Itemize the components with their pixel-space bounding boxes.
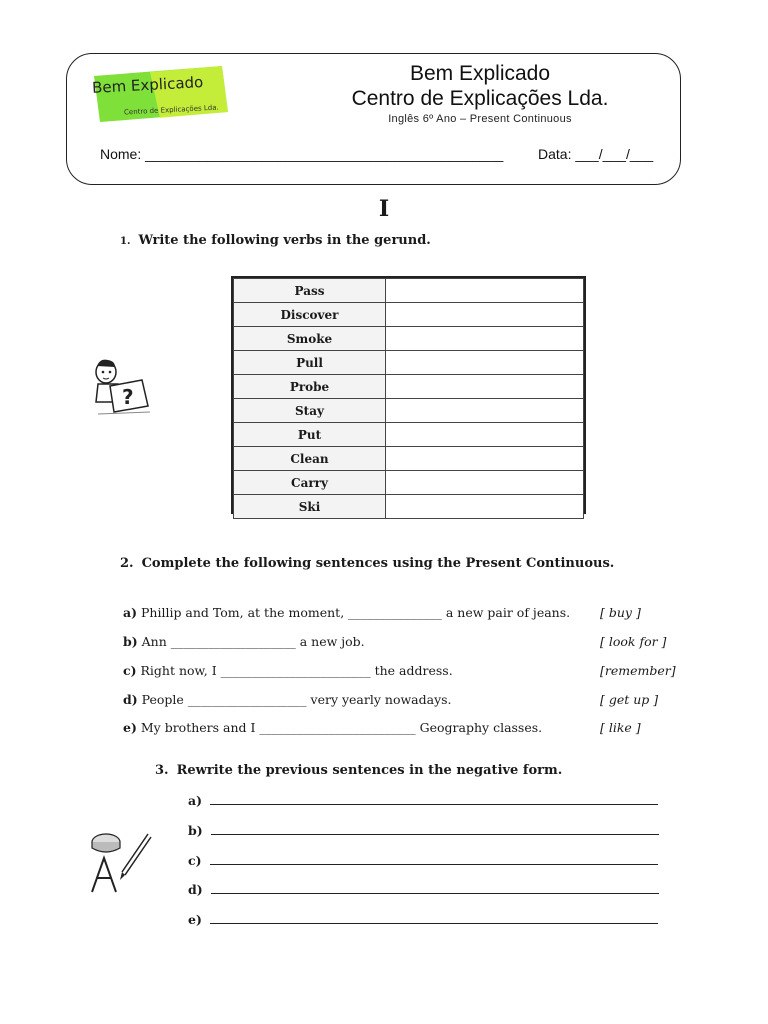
- negative-line-c[interactable]: [188, 852, 658, 868]
- table-row: [234, 447, 584, 471]
- q2-number: 2.: [120, 556, 134, 571]
- verb-cell: Pull: [234, 351, 386, 375]
- school-name: Bem Explicado: [409, 62, 551, 85]
- answer-cell[interactable]: [386, 471, 584, 495]
- answer-cell[interactable]: [386, 423, 584, 447]
- date-field[interactable]: Data: ___/___/___: [538, 146, 654, 162]
- verbs-table: [231, 276, 586, 514]
- sentence-letter: e): [123, 720, 137, 735]
- table-row: [234, 495, 584, 519]
- negative-line-d[interactable]: [188, 881, 659, 897]
- item-letter: a): [188, 793, 203, 808]
- section-title: I: [378, 196, 390, 222]
- sentence-c[interactable]: [123, 663, 583, 678]
- sentence-d[interactable]: [123, 692, 583, 707]
- sentence-text: People ___________________ very yearly nowadays.: [141, 692, 452, 707]
- table-row: [234, 303, 584, 327]
- logo-title: Bem Explicado: [91, 73, 204, 97]
- q2-title: Complete the following sentences using the Present Continuous.: [141, 556, 615, 571]
- answer-line[interactable]: [210, 792, 658, 805]
- answer-line[interactable]: [211, 881, 659, 894]
- table-row: [234, 351, 584, 375]
- answer-line[interactable]: [210, 852, 658, 865]
- hint-c: [remember]: [600, 663, 676, 678]
- negative-line-a[interactable]: [188, 792, 658, 808]
- q3-number: 3.: [155, 763, 169, 778]
- verb-cell: Pass: [234, 279, 386, 303]
- table-row: [234, 423, 584, 447]
- q1-number: 1.: [120, 236, 131, 247]
- answer-cell[interactable]: [386, 303, 584, 327]
- sentence-letter: b): [123, 634, 138, 649]
- verb-cell: Discover: [234, 303, 386, 327]
- thinking-student-icon: [88, 356, 152, 422]
- sentence-letter: c): [123, 663, 137, 678]
- item-letter: b): [188, 823, 203, 838]
- q2-heading: [120, 556, 614, 571]
- sentence-e[interactable]: [123, 720, 583, 735]
- sentence-b[interactable]: [123, 634, 583, 649]
- q1-heading: [120, 233, 431, 248]
- answer-line[interactable]: [211, 822, 659, 835]
- table-row: [234, 375, 584, 399]
- eraser-pencil-icon: [88, 828, 156, 900]
- q1-title: Write the following verbs in the gerund.: [138, 233, 431, 248]
- logo-subtitle: Centro de Explicações Lda.: [123, 103, 219, 117]
- answer-cell[interactable]: [386, 495, 584, 519]
- negative-line-b[interactable]: [188, 822, 659, 838]
- sentence-text: Phillip and Tom, at the moment, _______________ a new pair of jeans.: [141, 605, 571, 620]
- logo: [90, 64, 230, 126]
- subject-line: Inglês 6º Ano – Present Continuous: [388, 113, 572, 125]
- sentence-letter: a): [123, 605, 138, 620]
- answer-cell[interactable]: [386, 351, 584, 375]
- sentence-a[interactable]: [123, 605, 583, 620]
- verb-cell: Stay: [234, 399, 386, 423]
- q3-heading: [155, 763, 562, 778]
- sentence-text: Ann ____________________ a new job.: [141, 634, 365, 649]
- verb-cell: Clean: [234, 447, 386, 471]
- verb-cell: Smoke: [234, 327, 386, 351]
- table-row: [234, 471, 584, 495]
- verb-cell: Put: [234, 423, 386, 447]
- answer-cell[interactable]: [386, 399, 584, 423]
- verb-cell: Ski: [234, 495, 386, 519]
- table-row: [234, 399, 584, 423]
- school-subtitle: Centro de Explicações Lda.: [351, 87, 609, 110]
- sentence-letter: d): [123, 692, 138, 707]
- sentence-text: Right now, I ________________________ the address.: [140, 663, 453, 678]
- verb-cell: Probe: [234, 375, 386, 399]
- answer-line[interactable]: [210, 911, 658, 924]
- verb-cell: Carry: [234, 471, 386, 495]
- sentence-text: My brothers and I _________________________ Geography classes.: [140, 720, 543, 735]
- q3-title: Rewrite the previous sentences in the negative form.: [176, 763, 563, 778]
- item-letter: c): [188, 853, 202, 868]
- hint-b: [ look for ]: [600, 634, 667, 649]
- item-letter: d): [188, 882, 203, 897]
- negative-line-e[interactable]: [188, 911, 658, 927]
- hint-d: [ get up ]: [600, 692, 659, 707]
- svg-text:?: ?: [122, 385, 134, 409]
- item-letter: e): [188, 912, 202, 927]
- answer-cell[interactable]: [386, 279, 584, 303]
- answer-cell[interactable]: [386, 375, 584, 399]
- hint-a: [ buy ]: [600, 605, 641, 620]
- name-field[interactable]: Nome: ______________________________________________: [100, 146, 504, 162]
- table-row: [234, 327, 584, 351]
- answer-cell[interactable]: [386, 447, 584, 471]
- answer-cell[interactable]: [386, 327, 584, 351]
- table-row: [234, 279, 584, 303]
- hint-e: [ like ]: [600, 720, 641, 735]
